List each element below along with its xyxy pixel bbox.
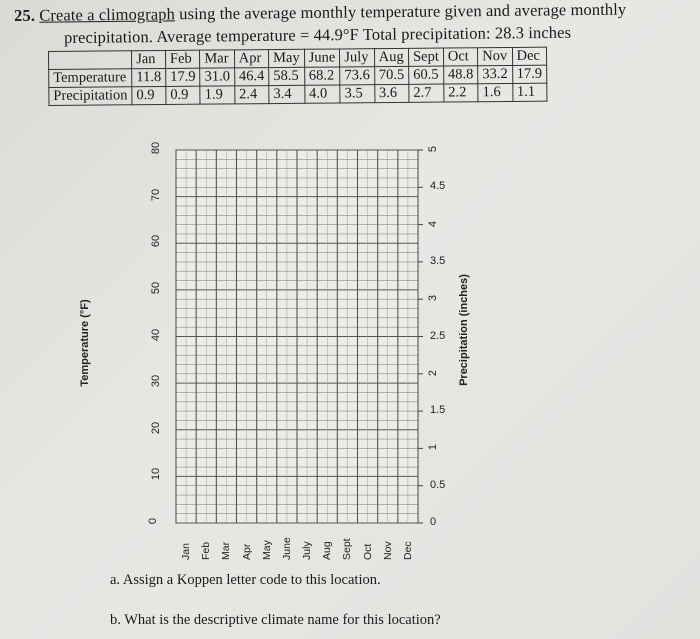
month-header: Sept [408,48,443,66]
table-cell: 17.9 [166,68,201,86]
y-right-tick-label: 1.5 [430,404,446,417]
table-cell: 4.0 [304,85,340,103]
month-header: June [304,49,340,67]
month-label: June [280,537,293,560]
month-label: Mar [220,541,233,560]
month-label: Jan [180,543,193,560]
month-header: Feb [165,50,200,68]
question-line-1-rest: using the average monthly temperature given and average monthly [174,0,627,24]
y-right-tick-label: 2 [427,369,440,376]
month-header: May [269,49,305,67]
y-left-tick-label: 50 [150,281,163,294]
month-header: Oct [443,48,478,66]
table-cell: 31.0 [200,68,235,86]
month-header: Nov [478,47,513,65]
y-axis-right-title: Precipitation (inches) [458,274,470,386]
y-right-tick-label: 4.5 [430,180,446,193]
table-cell: 3.6 [374,84,409,102]
table-cell: 70.5 [374,66,409,84]
y-right-tick-label: 3.5 [430,254,446,267]
question-a: a. Assign a Koppen letter code to this location. [110,572,381,588]
y-left-tick-label: 70 [150,188,163,201]
y-left-tick-label: 10 [150,468,163,481]
row-label: Temperature [49,69,132,88]
row-label: Precipitation [49,87,132,106]
month-label: Aug [321,541,334,560]
y-right-tick-label: 4 [427,220,440,227]
month-label: Oct [361,543,374,560]
month-header: Jan [132,50,166,68]
table-cell: 0.9 [132,86,166,104]
month-label: Sept [341,538,354,560]
month-label: Feb [200,541,213,560]
table-cell: 3.5 [340,85,375,103]
y-right-tick-label: 1 [427,444,440,451]
month-label: Nov [381,541,394,560]
table-cell: 33.2 [478,65,513,83]
question-number: 25. [14,5,36,25]
table-cell: 73.6 [340,67,375,85]
table-cell: 60.5 [409,66,444,84]
table-cell: 1.1 [512,83,547,101]
month-header: July [340,49,375,67]
y-right-tick-label: 5 [427,145,440,153]
month-header: Apr [234,50,269,68]
month-label: Apr [240,543,253,560]
month-label: Dec [401,541,414,560]
table-cell: 2.4 [234,86,269,104]
table-cell: 3.4 [269,85,305,103]
table-cell: 2.2 [444,84,479,102]
table-cell: 68.2 [304,67,340,85]
table-cell: 58.5 [269,67,305,85]
y-axis-left-title: Temperature (°F) [79,299,91,387]
y-right-tick-label: 3 [427,295,440,302]
y-left-tick-label: 30 [150,375,163,388]
y-right-tick-label: 2.5 [430,329,446,342]
table-cell: 17.9 [512,65,547,83]
y-left-tick-label: 0 [147,517,160,525]
table-cell: 1.6 [478,83,513,101]
question-underlined-text: Create a climograph [39,4,176,25]
month-header: Aug [374,48,409,66]
y-right-tick-label: 0.5 [430,478,446,491]
month-label: July [301,541,314,560]
table-cell: 2.7 [409,84,444,102]
table-cell: 46.4 [234,68,269,86]
table-cell: 1.9 [200,86,235,104]
question-line-2: precipitation. Average temperature = 44.9°F Total precipitation: 28.3 inches [64,22,572,47]
month-header: Mar [200,50,235,68]
y-right-tick-label: 0 [430,516,437,528]
y-left-tick-label: 80 [150,141,163,155]
y-left-tick-label: 60 [150,235,163,248]
y-left-tick-label: 20 [150,421,163,434]
y-left-tick-label: 40 [150,328,163,341]
month-header: Dec [512,47,547,65]
table-cell: 11.8 [132,68,166,86]
table-cell: 48.8 [443,66,478,84]
question-b: b. What is the descriptive climate name for this location? [110,612,441,628]
month-label: May [260,540,273,560]
table-cell: 0.9 [166,86,201,104]
